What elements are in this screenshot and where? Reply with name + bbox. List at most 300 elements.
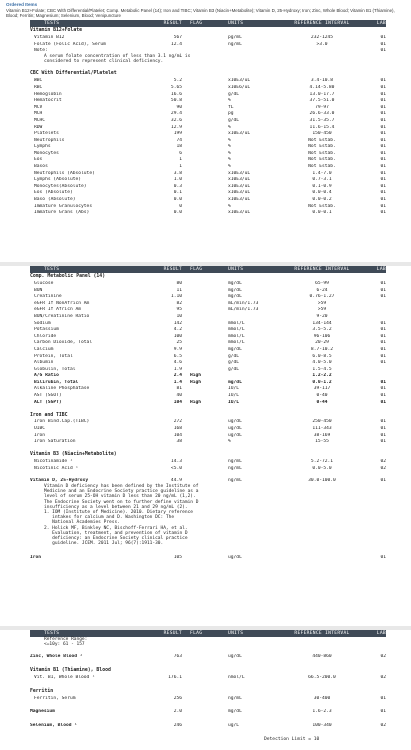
cell-lab: 01 [380,432,386,438]
cell-lab: 01 [380,210,386,216]
table-row [30,287,386,294]
cell-ref: Not Estab. [308,203,336,209]
cell-test: Sodium [34,320,51,326]
results-panel-3 [30,630,386,742]
cell-test: BUN [34,287,43,293]
cell-test: MCV [34,104,43,110]
column-header-tests: TESTS [44,267,60,272]
cell-test: Vitamin B12 [34,34,65,40]
cell-ref: 20-29 [315,340,329,346]
cell-lab: 02 [380,674,386,680]
cell-units: mg/dL [228,294,242,300]
cell-units: mL/min/1.73 [228,300,259,306]
note-text: Reference Range: <=10y: 61 - 157 [44,637,88,648]
cell-lab: 01 [380,104,386,110]
section-title: CBC With Differential/Platelet [30,71,117,77]
cell-test: eGFR If Africn Am [34,307,82,313]
ordered-items-header [6,2,406,19]
cell-units: mmol/L [228,333,245,339]
column-header-flag: FLAG [190,267,203,272]
cell-test: Monocytes [34,150,59,156]
cell-lab: 01 [380,131,386,137]
cell-lab: 01 [380,197,386,203]
cell-lab: 02 [380,722,386,728]
cell-ref: 96-106 [313,333,331,339]
cell-result: 81 [176,386,182,392]
cell-test: Ferritin, Serum [34,695,76,701]
cell-ref: 39-117 [313,386,331,392]
table-row [30,41,386,48]
table-row [30,97,386,104]
cell-units: ng/mL [228,695,242,701]
cell-lab: 01 [380,695,386,701]
cell-units: % [228,203,231,209]
table-row [30,379,386,386]
cell-units: % [228,439,231,445]
cell-flag: High [190,399,202,405]
results-panel-1 [30,20,386,216]
cell-ref: 0.0-0.4 [312,190,332,196]
cell-units: x10E3/uL [228,78,251,84]
table-row [30,373,386,380]
cell-flag: High [190,373,202,379]
cell-units: ng/mL [228,465,242,471]
cell-result: 0.1 [173,190,182,196]
cell-test: Nicotinamide ¹ [34,459,73,465]
cell-lab: 01 [380,170,386,176]
cell-test: Creatinine [34,294,62,300]
cell-units: nmol/L [228,674,245,680]
cell-ref: 0-44 [316,399,328,405]
table-row [30,458,386,465]
cell-result: 2.0 [173,709,182,715]
cell-test: AST (SGOT) [34,393,62,399]
cell-result: 32.6 [170,117,182,123]
cell-test: Immature Granulocytes [34,203,93,209]
cell-test: Protein, Total [34,353,73,359]
cell-test: Selenium, Blood ¹ [30,722,78,728]
ordered-items-label: Ordered Items [6,2,38,7]
cell-result: 90 [176,104,182,110]
section-title: Ferritin [30,688,54,694]
cell-test: Neutrophils [34,137,65,143]
table-row [30,91,386,98]
cell-test: Iron [30,555,42,561]
cell-units: mg/dL [228,379,242,385]
cell-ref: 0.1-0.9 [312,183,332,189]
cell-units: g/dL [228,366,240,372]
cell-result: 272 [173,419,182,425]
cell-test: Neutrophils (Absolute) [34,170,95,176]
table-row [30,176,386,183]
cell-result: 95 [176,307,182,313]
cell-result: 142 [173,320,182,326]
cell-lab: 01 [380,48,386,54]
cell-test: Albumin [34,360,54,366]
cell-result: 2.4 [173,373,182,379]
cell-ref: 79-97 [315,104,329,110]
cell-test: eGFR If NonAfricn Am [34,300,90,306]
note-text: A serum folate concentration of less than 3.1 ng/mL is considered to represent clinical deficiency. [44,53,191,65]
cell-test: Eos [34,157,43,163]
cell-ref: 0.7-3.1 [312,177,332,183]
cell-lab: 01 [380,137,386,143]
cell-result: 12.9 [170,124,182,130]
cell-units: ng/mL [228,41,242,47]
table-row [30,150,386,157]
cell-result: 40 [176,393,182,399]
cell-units: % [228,137,231,143]
cell-result: 16.6 [170,91,182,97]
cell-units: IU/L [228,399,240,405]
cell-test: Eos (Absolute) [34,190,73,196]
table-row [30,346,386,353]
cell-result: 256 [173,695,182,701]
cell-ref: Not Estab. [308,150,336,156]
column-header-ref: REFERENCE INTERVAL [294,21,350,26]
cell-ref: Not Estab. [308,157,336,163]
cell-result: 1 [179,164,182,170]
cell-ref: 6.0-8.5 [312,353,332,359]
cell-test: MCH [34,111,43,117]
cell-lab: 01 [380,280,386,286]
table-row [30,130,386,137]
cell-units: ug/dL [228,654,242,660]
cell-lab: 01 [380,150,386,156]
table-row [30,554,386,561]
table-row [30,366,386,373]
cell-units: x10E3/uL [228,177,251,183]
table-row [30,117,386,124]
cell-units: fL [228,104,234,110]
column-header-ref: REFERENCE INTERVAL [294,631,350,636]
cell-test: Carbon Dioxide, Total [34,340,93,346]
cell-result: 25 [176,340,182,346]
cell-result: 4.2 [173,327,182,333]
cell-ref: 38-169 [313,432,331,438]
cell-ref: 8.7-10.2 [310,346,334,352]
cell-ref: 0-40 [316,393,328,399]
cell-result: 74 [176,137,182,143]
cell-result: 1.10 [170,294,182,300]
cell-ref: 232-1245 [310,34,334,40]
cell-result: 176.1 [168,674,182,680]
cell-lab: 02 [380,459,386,465]
cell-test: Iron Bind.Cap.(TIBC) [34,419,90,425]
cell-result: 246 [173,722,182,728]
column-header-result: RESULT [163,631,182,636]
cell-result: 1.9 [173,366,182,372]
table-row [30,196,386,203]
cell-units: g/dL [228,91,240,97]
cell-result: 0.3 [173,183,182,189]
cell-lab: 02 [380,654,386,660]
cell-units: ug/L [228,722,240,728]
cell-test: Folate (Folic Acid), Serum [34,41,106,47]
cell-test: Platelets [34,131,59,137]
cell-test: Bilirubin, Total [34,379,79,385]
cell-lab: 01 [380,124,386,130]
cell-units: x10E3/uL [228,131,251,137]
section-title: Vitamin B12+Folate [30,28,82,34]
cell-result: 10 [176,313,182,319]
cell-lab: 01 [380,111,386,117]
cell-ref: 5.2-72.1 [310,459,334,465]
cell-units: x10E3/uL [228,190,251,196]
cell-units: pg/mL [228,34,242,40]
table-row [30,209,386,216]
cell-lab: 01 [380,177,386,183]
table-row [30,695,386,702]
cell-lab: 01 [380,353,386,359]
cell-ref: 26.6-33.0 [309,111,335,117]
column-header [30,266,386,273]
cell-lab: 01 [380,117,386,123]
cell-ref: 66.5-200.0 [308,674,336,680]
cell-ref: 1.5-4.5 [312,366,332,372]
cell-units: g/dL [228,117,240,123]
table-row [30,307,386,314]
table-row [30,163,386,170]
cell-lab: 01 [380,386,386,392]
cell-result: 5.2 [173,78,182,84]
table-row [30,124,386,131]
section-title: Comp. Metabolic Panel (14) [30,274,106,280]
cell-lab: 01 [380,320,386,326]
cell-result: 105 [173,555,182,561]
cell-ref: 1.4-7.0 [312,170,332,176]
cell-ref: 15-55 [315,439,329,445]
cell-result: 199 [173,131,182,137]
column-header-lab: LAB [376,631,386,636]
cell-units: ug/dL [228,555,242,561]
cell-ref: 0.0-0.1 [312,210,332,216]
cell-test: ALT (SGPT) [34,399,62,405]
cell-units: ug/dL [228,426,242,432]
cell-ref: 1.6-2.3 [312,709,332,715]
cell-ref: >59 [317,300,327,306]
cell-test: Globulin, Total [34,366,76,372]
table-row [30,353,386,360]
cell-units: mmol/L [228,320,245,326]
cell-test: A/G Ratio [34,373,59,379]
cell-lab: 01 [380,379,386,385]
ordered-items-text: Vitamin B12+Folate; CBC With Differential/Platelet; Comp. Metabolic Panel (14); Iron and TIBC; Vitamin B3 (Niacin+Metabolite); Vitamin D, 25-Hydroxy; Iron; Zinc, Whole Blood; Vitamin B1 (Thiamine), Blood; Ferritin; Magnesium; Selenium, Blood; Venipuncture [6,8,395,19]
cell-lab: 01 [380,98,386,104]
column-header-lab: LAB [376,267,386,272]
cell-lab: 01 [380,34,386,40]
cell-ref: 100-340 [312,722,332,728]
cell-lab: 01 [380,91,386,97]
cell-units: g/dL [228,353,240,359]
cell-units: x10E3/uL [228,183,251,189]
cell-lab: 01 [380,144,386,150]
table-row [30,722,386,729]
cell-test: WBC [34,78,43,84]
cell-test: RBC [34,84,43,90]
cell-lab: 01 [380,439,386,445]
cell-result: 0.0 [173,210,182,216]
cell-test: Lymphs [34,144,51,150]
cell-result: <5.0 [170,465,182,471]
table-row [30,340,386,347]
table-row [30,399,386,406]
table-row [30,425,386,432]
cell-test: Glucose [34,280,54,286]
cell-lab: 01 [380,157,386,163]
cell-ref: 111-343 [312,426,332,432]
table-row [30,333,386,340]
cell-result: 44.9 [170,478,182,484]
cell-units: mg/dL [228,280,242,286]
cell-result: 1.4 [173,379,182,385]
cell-lab: 01 [380,399,386,405]
section-title: Vitamin B1 (Thiamine), Blood [30,668,111,674]
table-row [30,190,386,197]
cell-ref: 134-144 [312,320,332,326]
table-row [30,111,386,118]
cell-ref: 11.6-15.4 [309,124,335,130]
cell-result: 50.8 [170,98,182,104]
cell-ref: 4.0-5.0 [312,360,332,366]
cell-ref: 150-450 [312,131,332,137]
cell-test: Vitamin D, 25-Hydroxy [30,478,89,484]
table-row [30,183,386,190]
cell-test: UIBC [34,426,46,432]
cell-units: x10E3/uL [228,210,251,216]
cell-test: Chloride [34,333,57,339]
cell-result: 0 [179,203,182,209]
cell-ref: 0.76-1.27 [309,294,335,300]
cell-units: IU/L [228,393,240,399]
cell-result: 6 [179,150,182,156]
cell-ref: Not Estab. [308,164,336,170]
cell-test: Magnesium [30,709,55,715]
cell-lab: 01 [380,203,386,209]
cell-result: 567 [173,34,182,40]
cell-test: BUN/Creatinine Ratio [34,313,90,319]
detection-limit-note: Detection Limit = 10 [264,736,320,742]
cell-lab: 01 [380,41,386,47]
cell-test: Hemoglobin [34,91,62,97]
cell-ref: 3.4-10.8 [310,78,334,84]
cell-lab: 01 [380,419,386,425]
cell-test: Vit. B1, Whole Blood ¹ [34,674,95,680]
column-header-tests: TESTS [44,631,60,636]
cell-units: % [228,144,231,150]
cell-units: x10E6/uL [228,84,251,90]
cell-result: 38 [176,439,182,445]
cell-units: mmol/L [228,340,245,346]
column-header-lab: LAB [376,21,386,26]
cell-ref: 30-400 [313,695,331,701]
cell-lab: 01 [380,360,386,366]
cell-result: 100 [173,333,182,339]
cell-ref: 13.0-17.7 [309,91,335,97]
cell-test: Potassium [34,327,59,333]
cell-ref: 440-860 [312,654,332,660]
cell-result: 29.4 [170,111,182,117]
cell-units: x10E3/uL [228,170,251,176]
table-row [30,293,386,300]
table-row [30,203,386,210]
table-row [30,674,386,681]
cell-lab: 01 [380,327,386,333]
cell-result: 4.6 [173,360,182,366]
cell-result: 11 [176,287,182,293]
cell-units: ug/dL [228,432,242,438]
cell-ref: 65-99 [315,280,329,286]
cell-result: 14.3 [170,459,182,465]
cell-ref: 0.0-5.0 [312,465,332,471]
cell-test: Calcium [34,346,54,352]
cell-lab: 01 [380,183,386,189]
cell-test: Note: [34,48,48,54]
cell-test: Immature Grans (Abs) [34,210,90,216]
cell-test: Nicotinic Acid ¹ [34,465,79,471]
cell-units: x10E3/uL [228,197,251,203]
cell-ref: 37.5-51.0 [309,98,335,104]
cell-ref: 9-20 [316,313,328,319]
cell-test: Iron [34,432,46,438]
table-row [30,432,386,439]
column-header-tests: TESTS [44,21,60,26]
table-row [30,313,386,320]
cell-result: 763 [173,654,182,660]
cell-result: 104 [173,432,182,438]
cell-result: 104 [173,399,182,405]
cell-test: Basos [34,164,48,170]
cell-lab: 01 [380,340,386,346]
cell-units: g/dL [228,360,240,366]
results-panel-2 [30,266,386,561]
cell-lab: 01 [380,709,386,715]
cell-units: % [228,150,231,156]
table-row [30,320,386,327]
column-header-flag: FLAG [190,21,203,26]
cell-result: 168 [173,426,182,432]
column-header-units: UNITS [228,21,244,26]
cell-test: Lymphs (Absolute) [34,177,82,183]
cell-lab: 01 [380,393,386,399]
cell-result: 5.65 [170,84,182,90]
cell-lab: 01 [380,333,386,339]
column-header [30,630,386,637]
cell-units: ng/mL [228,478,242,484]
cell-units: % [228,164,231,170]
table-row [30,438,386,445]
table-row [30,326,386,333]
cell-units: % [228,157,231,163]
cell-ref: Not Estab. [308,137,336,143]
column-header-result: RESULT [163,267,182,272]
cell-lab: 01 [380,294,386,300]
column-header-units: UNITS [228,267,244,272]
cell-lab: 01 [380,164,386,170]
cell-flag: High [190,379,202,385]
table-row [30,84,386,91]
table-row [30,477,386,484]
table-row [30,144,386,151]
cell-result: 12.4 [170,41,182,47]
cell-lab: 02 [380,465,386,471]
table-row [30,419,386,426]
cell-test: Baso (Absolute) [34,197,76,203]
cell-result: 18 [176,144,182,150]
cell-result: 1 [179,157,182,163]
cell-lab: 01 [380,287,386,293]
table-row [30,34,386,41]
